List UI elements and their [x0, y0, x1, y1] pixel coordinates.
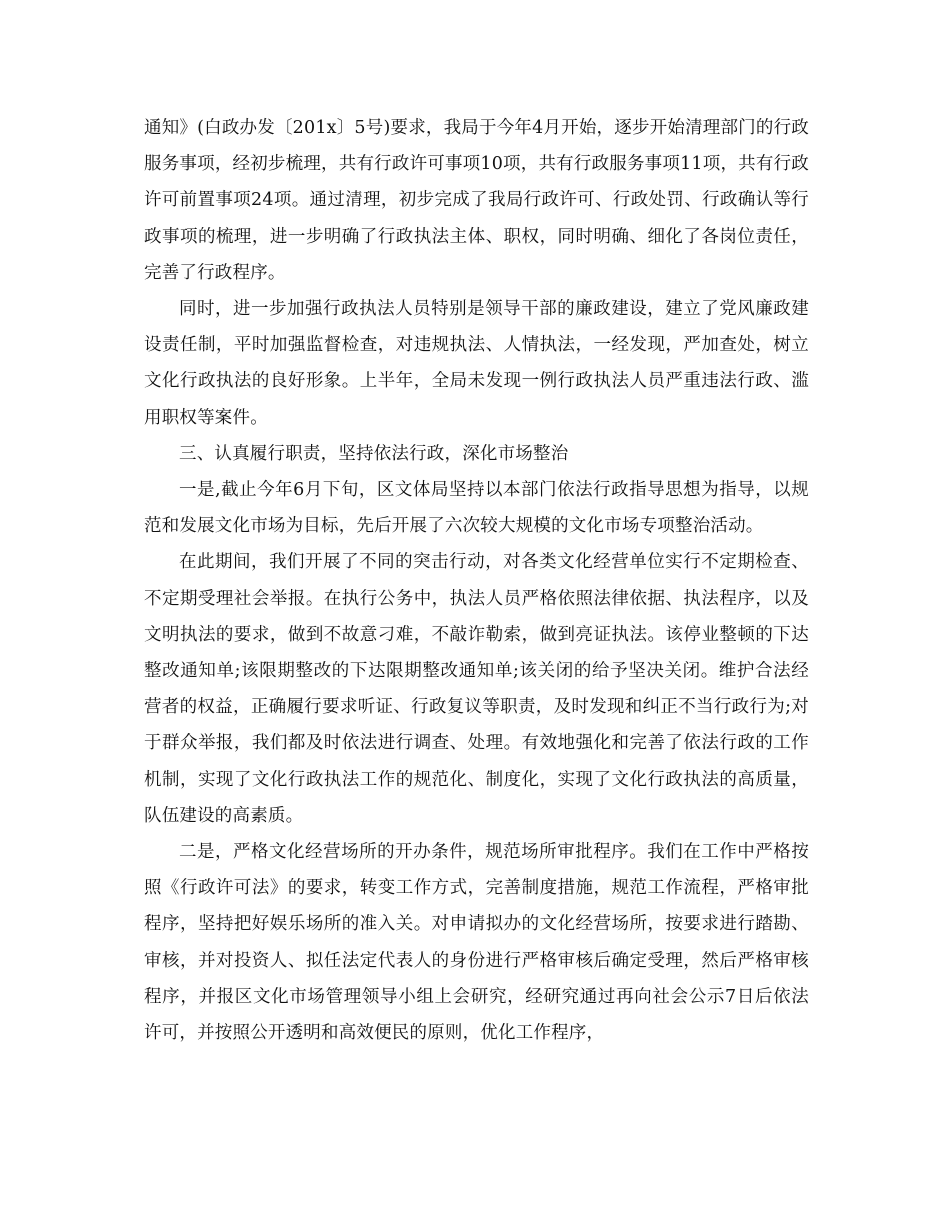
body-text	[144, 110, 809, 1051]
section-heading: 三、认真履行职责，坚持依法行政，深化市场整治	[179, 443, 569, 464]
paragraph-3: 一是,截止今年6月下旬，区文体局坚持以本部门依法行政指导思想为指导，以规范和发展文化市场为目标，先后开展了六次较大规模的文化市场专项整治活动。	[144, 480, 809, 537]
paragraph-4: 在此期间，我们开展了不同的突击行动，对各类文化经营单位实行不定期检查、不定期受理社会举报。在执行公务中，执法人员严格依照法律依据、执法程序，以及文明执法的要求，做到不故意刁难，不敲诈勒索，做到亮证执法。该停业整顿的下达整改通知单;该限期整改的下达限期整改通知单;该关闭的给予坚决关闭。维护合法经营者的权益，正确履行要求听证、行政复议等职责，及时发现和纠正不当行政行为;对于群众举报，我们都及时依法进行调查、处理。有效地强化和完善了依法行政的工作机制，实现了文化行政执法工作的规范化、制度化，实现了文化行政执法的高质量，队伍建设的高素质。	[144, 552, 809, 826]
paragraph-2: 同时，进一步加强行政执法人员特别是领导干部的廉政建设，建立了党风廉政建设责任制，平时加强监督检查，对违规执法、人情执法，一经发现，严加查处，树立文化行政执法的良好形象。上半年，全局未发现一例行政执法人员严重违法行政、滥用职权等案件。	[144, 299, 809, 428]
paragraph-1: 通知》(白政办发〔201x〕5号)要求，我局于今年4月开始，逐步开始清理部门的行政服务事项，经初步梳理，共有行政许可事项10项，共有行政服务事项11项，共有行政许可前置事项24项。通过清理，初步完成了我局行政许可、行政处罚、行政确认等行政事项的梳理，进一步明确了行政执法主体、职权，同时明确、细化了各岗位责任，完善了行政程序。	[144, 118, 809, 283]
paragraph-5: 二是，严格文化经营场所的开办条件，规范场所审批程序。我们在工作中严格按照《行政许可法》的要求，转变工作方式，完善制度措施，规范工作流程，严格审批程序，坚持把好娱乐场所的准入关。对申请拟办的文化经营场所，按要求进行踏勘、审核，并对投资人、拟任法定代表人的身份进行严格审核后确定受理，然后严格审核程序，并报区文化市场管理领导小组上会研究，经研究通过再向社会公示7日后依法许可，并按照公开透明和高效便民的原则，优化工作程序，	[144, 842, 809, 1044]
